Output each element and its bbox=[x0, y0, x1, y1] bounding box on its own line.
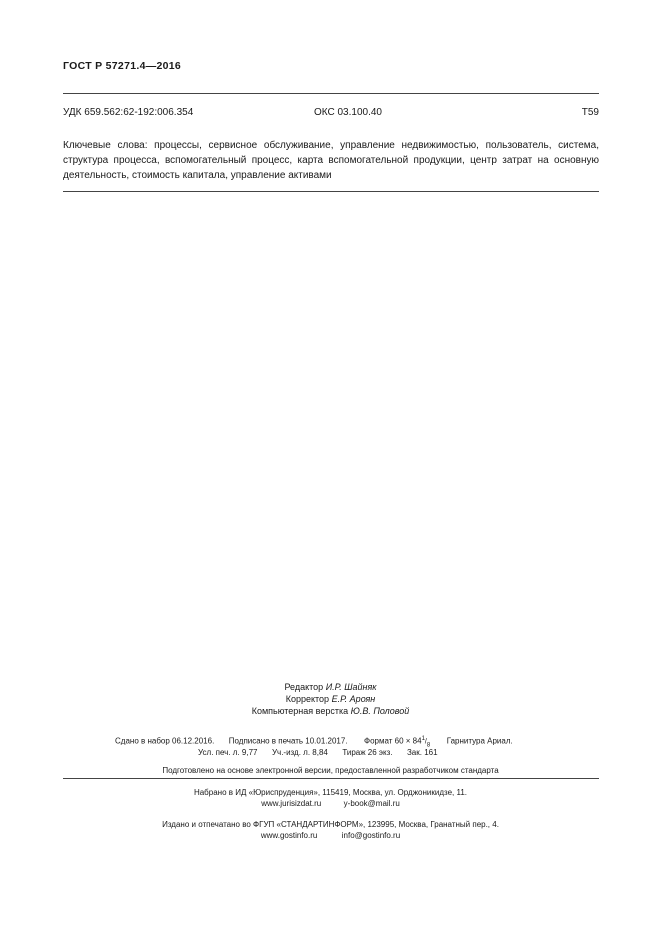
signed-date: Подписано в печать 10.01.2017. bbox=[228, 736, 348, 746]
order-number: Зак. 161 bbox=[406, 748, 438, 757]
format-label: Формат 60 × 84 bbox=[364, 736, 422, 746]
publisher-email-link[interactable]: info@gostinfo.ru bbox=[341, 831, 401, 840]
layout-label: Компьютерная верстка bbox=[251, 706, 349, 716]
circulation: Тираж 26 экз. bbox=[342, 748, 393, 757]
editor-label: Редактор bbox=[284, 682, 324, 692]
typeset-line: Набрано в ИД «Юриспруденция», 115419, Москва, ул. Орджоникидзе, 11. bbox=[193, 788, 468, 797]
editor-name: И.Р. Шайняк bbox=[325, 682, 377, 692]
corrector-name: Е.Р. Ароян bbox=[331, 694, 376, 704]
classification-code: Т59 bbox=[581, 107, 599, 118]
imprint-row-2 bbox=[198, 748, 438, 757]
corrector-line bbox=[0, 693, 661, 705]
print-sheets: Усл. печ. л. 9,77 bbox=[198, 748, 258, 757]
publisher-site-link[interactable]: www.gostinfo.ru bbox=[260, 831, 318, 840]
editor-line bbox=[0, 681, 661, 693]
publisher-contacts bbox=[0, 830, 661, 841]
udk-code: УДК 659.562:62-192:006.354 bbox=[63, 107, 194, 118]
keywords-paragraph: Ключевые слова: процессы, сервисное обслуживание, управление недвижимостью, пользователь, система, структура процесса, вспомогательный процесс, карта вспомогательной продукции, центр затрат на основную деятельность, стоимость капитала, управление активами bbox=[63, 140, 599, 181]
oks-code: ОКС 03.100.40 bbox=[314, 107, 382, 118]
typeface: Гарнитура Ариал. bbox=[446, 736, 513, 746]
format-fraction-numerator: 1 bbox=[421, 736, 425, 742]
typeset-contacts bbox=[0, 798, 661, 809]
publisher-line: Издано и отпечатано во ФГУП «СТАНДАРТИНФОРМ», 123995, Москва, Гранатный пер., 4. bbox=[162, 820, 499, 829]
top-divider bbox=[63, 93, 599, 94]
submitted-date: Сдано в набор 06.12.2016. bbox=[115, 736, 215, 746]
keywords-divider bbox=[63, 191, 599, 192]
publish-sheets: Уч.-изд. л. 8,84 bbox=[271, 748, 328, 757]
credits-block bbox=[0, 681, 661, 717]
corrector-label: Корректор bbox=[285, 694, 330, 704]
typeset-site-link[interactable]: www.jurisizdat.ru bbox=[261, 799, 322, 808]
layout-line bbox=[0, 705, 661, 717]
classification-row bbox=[63, 107, 599, 121]
typeset-email-link[interactable]: y-book@mail.ru bbox=[343, 799, 400, 808]
imprint-divider bbox=[63, 778, 599, 779]
prepared-note: Подготовлено на основе электронной версии, предоставленной разработчиком стандарта bbox=[162, 766, 499, 775]
layout-name: Ю.В. Половой bbox=[350, 706, 410, 716]
standard-title: ГОСТ Р 57271.4—2016 bbox=[63, 60, 182, 72]
format-fraction-denominator: 8 bbox=[426, 742, 431, 749]
imprint-row-1: Сдано в набор 06.12.2016. Подписано в печать 10.01.2017. Формат $60 \times 84^1/_8$ Гарнитура Ариал. bbox=[115, 736, 513, 749]
